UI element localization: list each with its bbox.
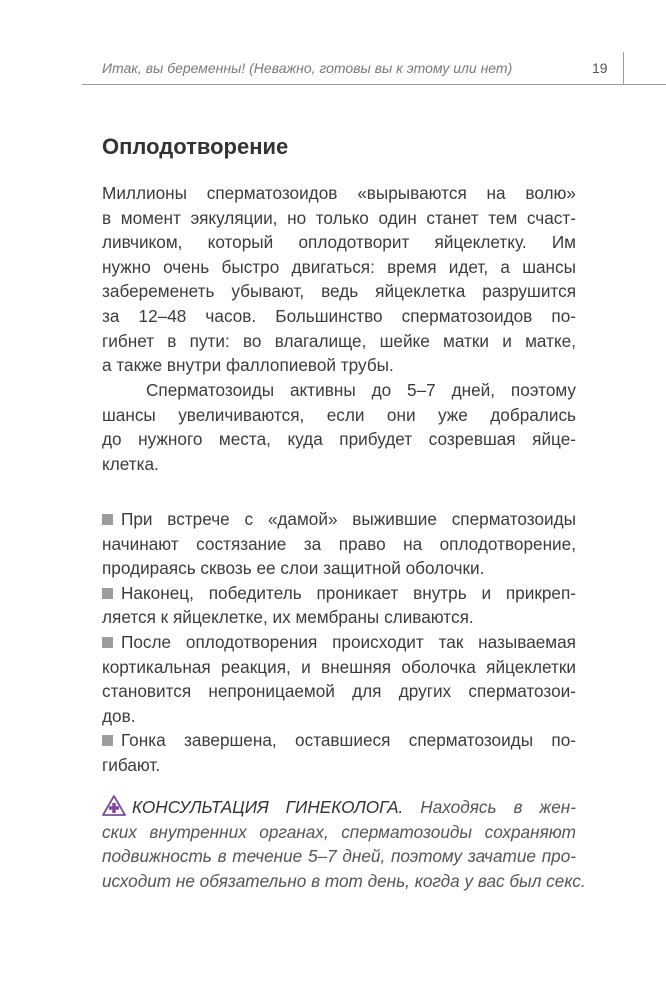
bullet-square-icon (102, 514, 113, 525)
bullet-square-icon (102, 637, 113, 648)
text-line: ских внутренних органах, сперматозоиды сохраняют (102, 821, 576, 842)
text-line (102, 507, 576, 532)
text-line: в момент эякуляции, но только один станет тем счаст- (102, 207, 576, 228)
bullet-text: После оплодотворения происходит так называемая (121, 631, 576, 652)
text-line: становится непроницаемой для других сперматозои- (102, 681, 576, 702)
text-line: ляется к яйцеклетке, их мембраны сливаются. (102, 607, 474, 628)
paragraph-1 (102, 181, 576, 378)
text-line (102, 630, 576, 655)
header-rule (82, 84, 666, 85)
paragraph-2 (102, 378, 576, 476)
tip-text: Находясь в жен- (420, 797, 576, 817)
text-line: Сперматозоиды активны до 5–7 дней, поэтому (146, 380, 576, 400)
text-line: нужно очень быстро двигаться: время идет, а шансы (102, 256, 576, 277)
bullet-item (102, 581, 576, 630)
text-line: до нужного места, куда прибудет созревшая яйце- (102, 429, 576, 450)
text-line: начинают состязание за право на оплодотворение, (102, 533, 576, 554)
tip-title: КОНСУЛЬТАЦИЯ ГИНЕКОЛОГА. (132, 797, 404, 817)
text-line (102, 581, 576, 606)
bullet-text: Гонка завершена, оставшиеся сперматозоиды по- (121, 730, 576, 751)
text-line: забеременеть убывают, ведь яйцеклетка разрушится (102, 281, 576, 302)
text-line: а также внутри фаллопиевой трубы. (102, 355, 394, 376)
text-line: шансы увеличиваются, если они уже добрались (102, 404, 576, 425)
text-line: подвижность в течение 5–7 дней, поэтому зачатие про- (102, 846, 576, 867)
text-line: гибнет в пути: во влагалище, шейке матки и матке, (102, 330, 576, 351)
text-line (102, 795, 576, 820)
bullet-text: Наконец, победитель проникает внутрь и прикреп- (121, 582, 576, 603)
bullet-square-icon (102, 735, 113, 746)
running-header-title: Итак, вы беременны! (Неважно, готовы вы к этому или нет) (102, 60, 513, 76)
text-line: кортикальная реакция, и внешняя оболочка яйцеклетки (102, 656, 576, 677)
bullet-item (102, 728, 576, 777)
text-line: клетка. (102, 453, 159, 474)
text-line: дов. (102, 705, 136, 726)
text-line: за 12–48 часов. Большинство сперматозоидов по- (102, 305, 576, 326)
bullet-list (102, 507, 576, 778)
text-line: Миллионы сперматозоидов «вырываются на волю» (102, 183, 576, 203)
text-line (102, 728, 576, 753)
bullet-text: При встрече с «дамой» выжившие сперматозоиды (121, 509, 576, 529)
text-line: исходит не обязательно в тот день, когда у вас был секс. (102, 870, 586, 891)
text-line: гибают. (102, 754, 161, 775)
text-line: продираясь сквозь ее слои защитной оболочки. (102, 558, 485, 579)
gynecologist-tip (102, 795, 586, 893)
medical-cross-triangle-icon (102, 795, 126, 816)
bullet-item (102, 507, 576, 581)
text-line: ливчиком, который оплодотворит яйцеклетку. Им (102, 232, 576, 253)
page-number: 19 (592, 60, 608, 76)
section-title: Оплодотворение (102, 134, 289, 159)
bullet-item (102, 630, 576, 728)
header-vertical-divider (623, 52, 624, 85)
bullet-square-icon (102, 588, 113, 599)
